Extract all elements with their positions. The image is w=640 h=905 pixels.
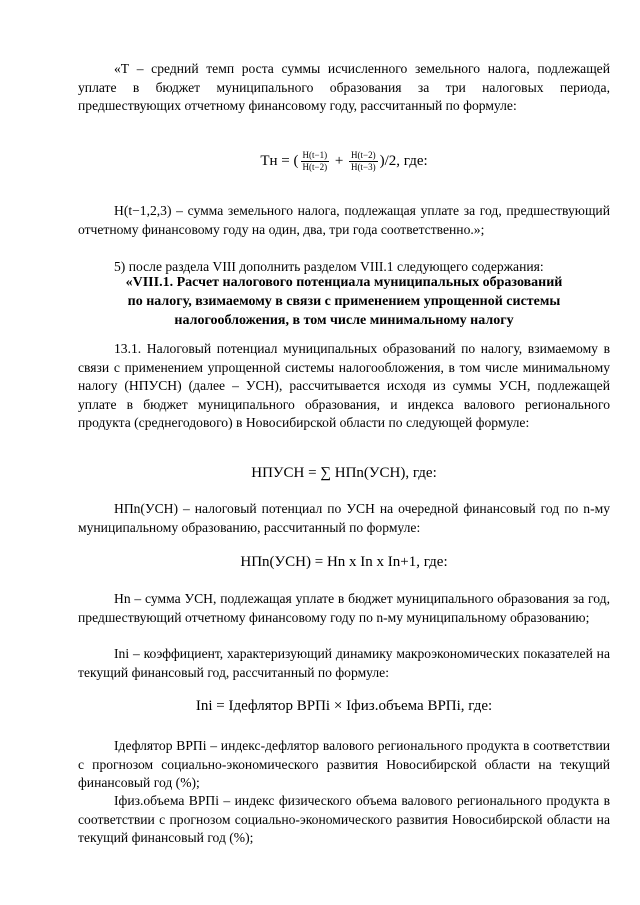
formula-coefficient: Ini = Iдефлятор ВРПi × Iфиз.объема ВРПi, где: — [195, 698, 493, 714]
formula-potential: НПn(УСН) = Нn x In x In+1, где: — [240, 554, 448, 570]
paragraph-hn-definition: Нn – сумма УСН, подлежащая уплате в бюджет муниципального образования за год, предшествующий отчетному финансовому году по n-му муниципальному образованию; — [78, 591, 610, 625]
formula-total-potential: НПУСН = ∑ НПn(УСН), где: — [251, 465, 437, 481]
section-heading: «VIII.1. Расчет налогового потенциала муниципальных образований по налогу, взимаемому в связи с применением упрощенной системы налогообложения, в том числе минимальному налогу — [125, 275, 563, 328]
paragraph-13-1: 13.1. Налоговый потенциал муниципальных образований по налогу, взимаемому в связи с применением упрощенной системы налогообложения, в том числе минимальному налогу (НПУСН) (далее – УСН), рассчитывается исходя из суммы УСН, подлежащей уплате в бюджет муниципального образования, и индекса валового регионального продукта (среднегодового) в Новосибирской области по следующей формуле: — [78, 341, 610, 430]
fraction-1: $\frac{Н(t-1)}{Н(t-2)}$ — [302, 150, 328, 172]
paragraph-land-tax: Н(t−1,2,3) – сумма земельного налога, подлежащая уплате за год, предшествующий отчетному финансовому году на один, два, три года соответственно.»; — [78, 203, 610, 237]
paragraph-growth-rate: «Т – средний темп роста суммы исчисленного земельного налога, подлежащей уплате в бюджет муниципального образования за три налоговых периода, предшествующих отчетному финансовому году, рассчитанный по формуле: — [78, 61, 610, 113]
paragraph-physical-volume: Iфиз.объема ВРПi – индекс физического объема валового регионального продукта в соответствии с прогнозом социально-экономического развития Новосибирской области на текущий финансовый год (%); — [78, 793, 610, 845]
paragraph-deflator: Iдефлятор ВРПi – индекс-дефлятор валового регионального продукта в соответствии с прогнозом социально-экономического развития Новосибирской области на текущий финансовый год (%); — [78, 738, 610, 790]
paragraph-amendment: 5) после раздела VIII дополнить разделом VIII.1 следующего содержания: — [114, 259, 544, 274]
paragraph-potential-definition: НПn(УСН) – налоговый потенциал по УСН на очередной финансовый год по n-му муниципальному образованию, рассчитанный по формуле: — [78, 501, 610, 535]
formula-growth-rate: Тн = ( $\frac{Н(t-1)}{Н(t-2)}$ + $\frac{Н(t-2)}{Н(t-3)}$ )/2, где: — [260, 150, 428, 172]
paragraph-coefficient: Ini – коэффициент, характеризующий динамику макроэкономических показателей на текущий финансовый год, рассчитанный по формуле: — [78, 646, 610, 680]
fraction-2: $\frac{Н(t-2)}{Н(t-3)}$ — [351, 150, 376, 172]
